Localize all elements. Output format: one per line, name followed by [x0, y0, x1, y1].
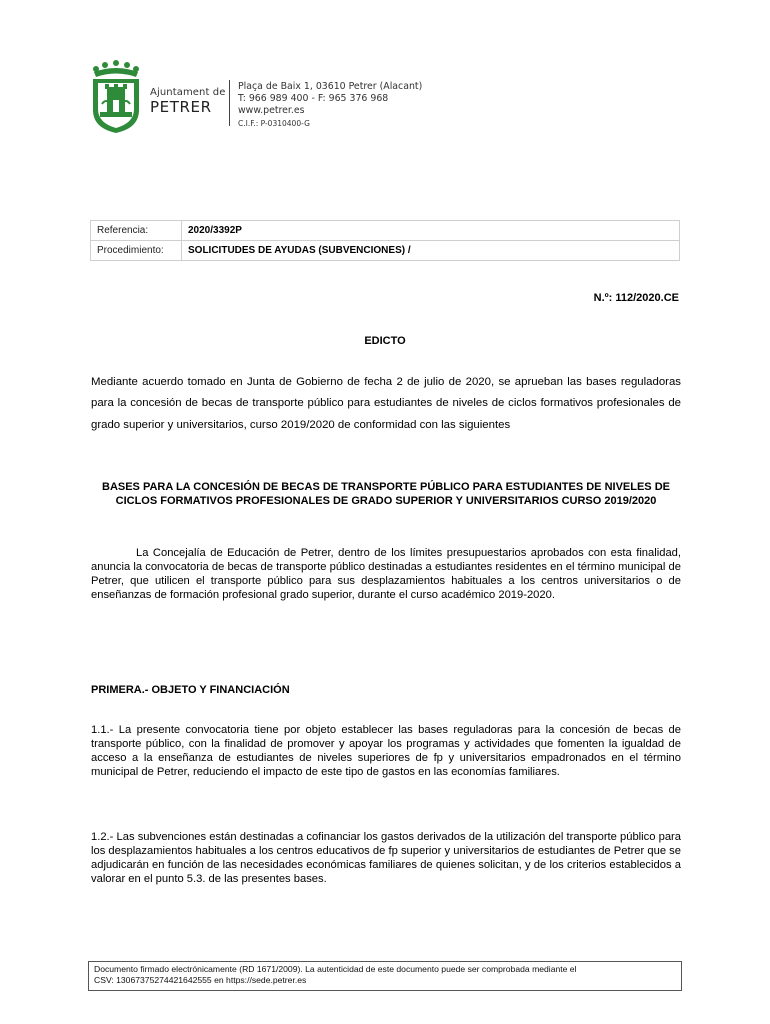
contact-address: Plaça de Baix 1, 03610 Petrer (Alacant): [238, 81, 423, 92]
brand-petrer: PETRER: [150, 98, 212, 116]
reference-table: [90, 220, 680, 261]
paragraph-concejalia: La Concejalía de Educación de Petrer, dentro de los límites presupuestarios aprobados con esta finalidad, anuncia la convocatoria de becas de transporte público destinadas a estudiantes residentes en el término municipal de Petrer, que utilicen el transporte público para sus desplazamientos habituales a los centros universitarios o de enseñanzas de formación profesional grado superior, durante el curso académico 2019-2020.: [91, 547, 681, 601]
procedure-value: SOLICITUDES DE AYUDAS (SUBVENCIONES) /: [182, 241, 680, 261]
ajuntament-petrer-crest-icon: [90, 60, 142, 134]
bases-title: BASES PARA LA CONCESIÓN DE BECAS DE TRANSPORTE PÚBLICO PARA ESTUDIANTES DE NIVELES DE CICLOS FORMATIVOS PROFESIONALES DE GRADO SUPERIOR Y UNIVERSITARIOS CURSO 2019/2020: [102, 481, 670, 507]
contact-block: [238, 81, 422, 130]
table-row: [91, 241, 680, 261]
paragraph-1-1: 1.1.- La presente convocatoria tiene por objeto establecer las bases reguladoras para la concesión de becas de transporte público, con la finalidad de promover y apoyar los programas y actividades que fomenten la igualdad de acceso a la enseñanza de estudiantes de niveles superiores de fp y universitarios empadronados en el término municipal de Petrer, reduciendo el impacto de este tipo de gastos en las economías familiares.: [91, 724, 681, 778]
header-divider: [229, 80, 230, 126]
signature-footer: [88, 961, 682, 991]
footer-line-2: CSV: 13067375274421642555 en https://sede.petrer.es: [94, 975, 307, 985]
reference-label: Referencia:: [91, 221, 182, 241]
table-row: [91, 221, 680, 241]
section-primera-heading: PRIMERA.- OBJETO Y FINANCIACIÓN: [91, 684, 290, 696]
procedure-label: Procedimiento:: [91, 241, 182, 261]
paragraph-1-2: 1.2.- Las subvenciones están destinadas a cofinanciar los gastos derivados de la utilización del transporte público para los desplazamientos habituales a los centros educativos de fp superior y universitarios de estudiantes de Petrer que se adjudicarán en función de las necesidades económicas familiares de quienes solicitan, y de los criterios establecidos a valorar en el punto 5.3. de las presentes bases.: [91, 831, 681, 885]
document-number: N.º: 112/2020.CE: [593, 292, 679, 304]
contact-website: www.petrer.es: [238, 105, 305, 117]
contact-phone: T: 966 989 400 - F: 965 376 968: [238, 93, 389, 105]
contact-cif: C.I.F.: P-0310400-G: [238, 118, 310, 128]
intro-paragraph: Mediante acuerdo tomado en Junta de Gobierno de fecha 2 de julio de 2020, se aprueban las bases reguladoras para la concesión de becas de transporte público para estudiantes de niveles de ciclos formativos profesionales de grado superior y universitarios, curso 2019/2020 de conformidad con las siguientes: [91, 376, 681, 431]
brand-ajuntament: Ajuntament de: [150, 87, 226, 98]
footer-line-1: Documento firmado electrónicamente (RD 1671/2009). La autenticidad de este documento puede ser comprobada mediante el: [94, 964, 577, 974]
document-title: EDICTO: [364, 335, 406, 347]
reference-value: 2020/3392P: [182, 221, 680, 241]
